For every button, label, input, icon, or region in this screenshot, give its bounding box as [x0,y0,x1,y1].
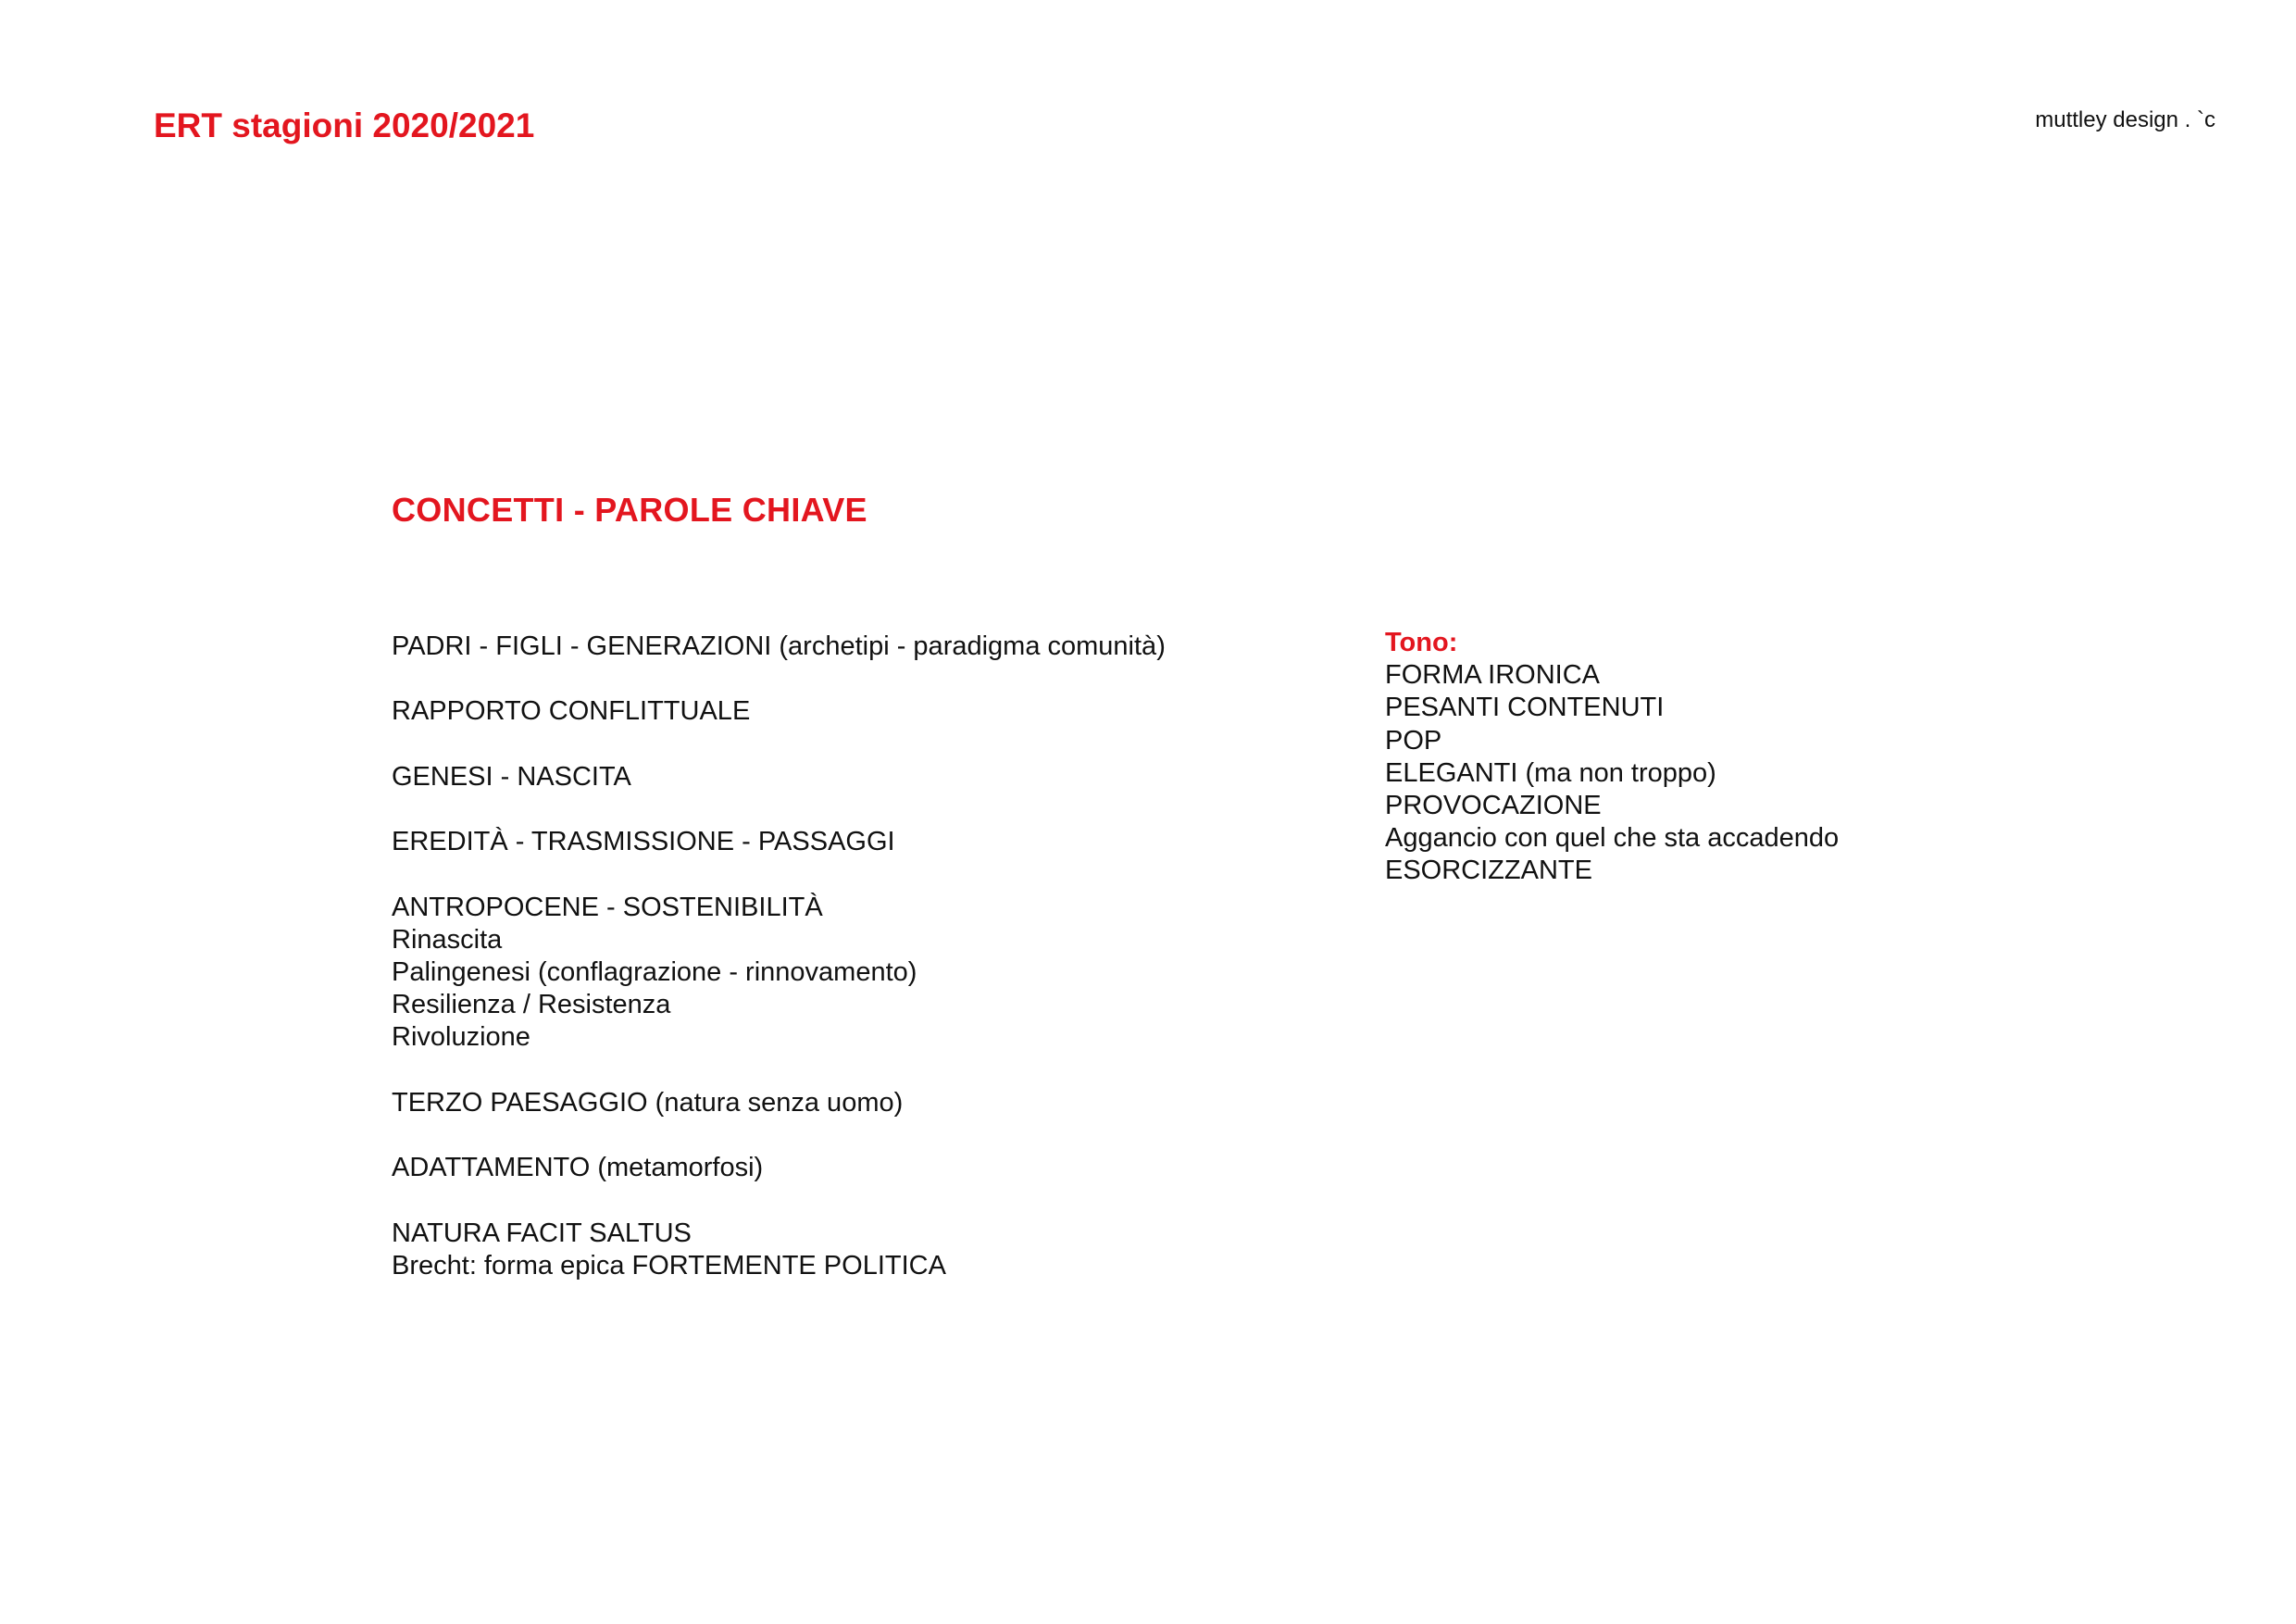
tone-list [1385,627,2033,888]
concept-group [392,1087,1317,1119]
concept-line: Palingenesi (conflagrazione - rinnovamento) [392,956,917,987]
concept-group [392,761,1317,793]
concept-line: Resilienza / Resistenza [392,990,671,1020]
concept-line: ANTROPOCENE - SOSTENIBILITÀ [392,892,823,922]
tone-item: PROVOCAZIONE [1385,791,1602,821]
tone-items [1385,659,2033,887]
concept-line: NATURA FACIT SALTUS [392,1218,692,1248]
concept-line: Brecht: forma epica FORTEMENTE POLITICA [392,1250,946,1280]
concept-line: ADATTAMENTO (metamorfosi) [392,1153,764,1183]
concept-line: EREDITÀ - TRASMISSIONE - PASSAGGI [392,827,895,857]
concept-line: PADRI - FIGLI - GENERAZIONI (archetipi - paradigma comunità) [392,631,1166,661]
concept-group [392,695,1317,728]
concept-line: Rinascita [392,924,503,955]
concept-line: TERZO PAESAGGIO (natura senza uomo) [392,1087,904,1118]
concept-line: GENESI - NASCITA [392,761,631,792]
tone-item: ESORCIZZANTE [1385,856,1592,886]
concept-group [392,631,1317,663]
tone-item: Aggancio con quel che sta accadendo [1385,823,1840,854]
concept-group [392,892,1317,1055]
tone-item: ELEGANTI (ma non troppo) [1385,757,1716,788]
brand-signature: muttley design . `c [2035,107,2215,132]
concept-line: RAPPORTO CONFLITTUALE [392,696,751,727]
document-title: ERT stagioni 2020/2021 [154,106,535,144]
concepts-list [392,631,1317,1282]
tone-label: Tono: [1385,628,1458,657]
concept-group [392,1218,1317,1282]
tone-item: PESANTI CONTENUTI [1385,693,1665,723]
concept-group [392,1152,1317,1184]
section-heading: CONCETTI - PAROLE CHIAVE [392,491,867,529]
tone-item: POP [1385,725,1442,756]
concept-line: Rivoluzione [392,1022,530,1053]
tone-item: FORMA IRONICA [1385,660,1601,691]
concept-group [392,826,1317,858]
